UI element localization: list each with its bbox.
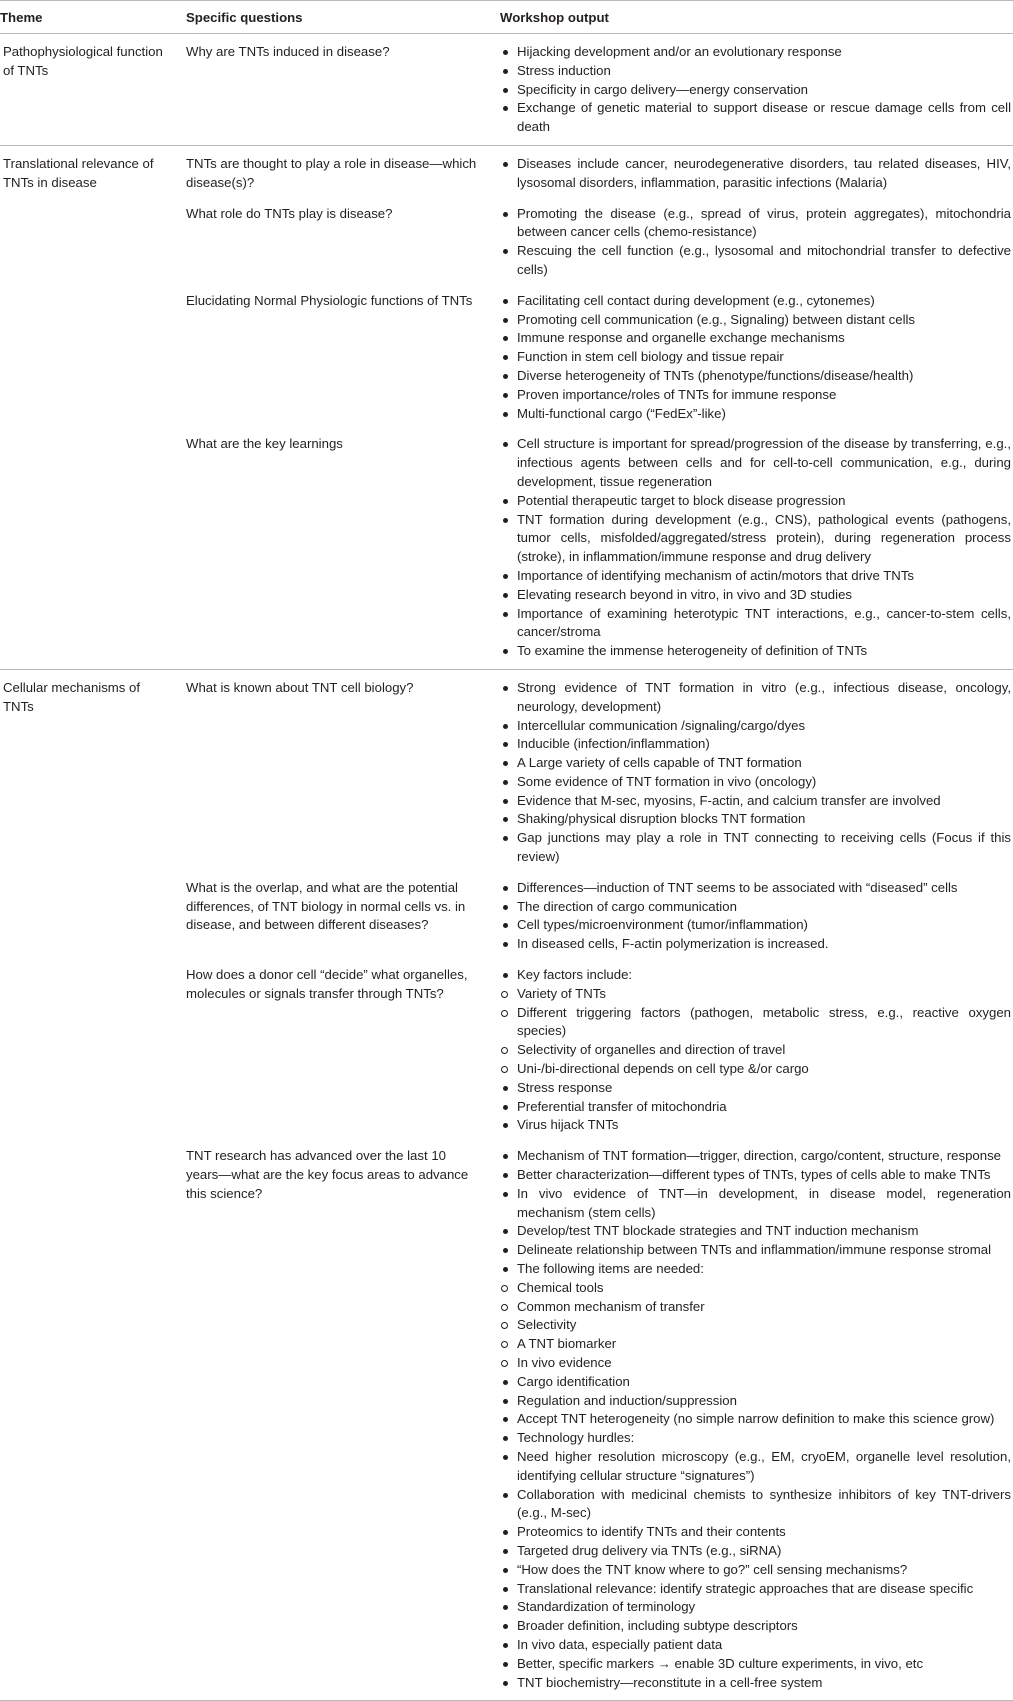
output-bullet-item [500,99,1011,137]
output-sub-item: In vivo evidence [500,1354,1011,1373]
output-bullet-text: Key factors include: [517,967,633,983]
output-bullet-text: Gap junctions may play a role in TNT connecting to receiving cells (Focus if this review) [517,830,1011,865]
output-bullet-text: Differences—induction of TNT seems to be associated with “diseased” cells [517,879,958,895]
output-bullet-text: Elevating research beyond in vitro, in vivo and 3D studies [517,586,852,602]
output-sub-item: Common mechanism of transfer [500,1298,1011,1317]
output-bullet-text: Strong evidence of TNT formation in vitro (e.g., infectious disease, oncology, neurology, development) [517,679,1011,714]
output-bullet-item [500,311,1011,330]
question-cell: Why are TNTs induced in disease? [186,44,390,59]
question-cell: How does a donor cell “decide” what organelles, molecules or signals transfer through TNTs? [186,967,468,1001]
output-sub-item: Selectivity of organelles and direction of travel [500,1041,1011,1060]
question-cell: TNT research has advanced over the last 10 years—what are the key focus areas to advance this science? [186,1148,469,1201]
output-bullet-item [500,242,1011,280]
output-bullet-text: Stress induction [517,62,611,78]
output-bullet-text: In diseased cells, F-actin polymerization is increased. [517,936,829,952]
output-bullet-list [500,292,1011,424]
output-bullet-text: Stress response [517,1079,613,1095]
output-bullet-text: Mechanism of TNT formation—trigger, direction, cargo/content, structure, response [517,1148,1002,1164]
output-cell [500,435,1013,661]
output-bullet-item [500,62,1011,81]
output-bullet-item [500,435,1011,491]
output-bullet-item [500,81,1011,100]
output-bullet-text: Diverse heterogeneity of TNTs (phenotype/functions/disease/health) [517,367,914,383]
output-bullet-item [500,810,1011,829]
output-bullet-text: Translational relevance: identify strategic approaches that are disease specific [517,1580,974,1596]
output-bullet-item [500,1373,1011,1392]
output-bullet-item [500,792,1011,811]
output-bullet-item [500,1486,1011,1524]
theme-cell: Pathophysiological function of TNTs [3,44,163,78]
output-bullet-item [500,586,1011,605]
output-bullet-item [500,1392,1011,1411]
output-sub-list [500,1279,1011,1373]
output-bullet-item [500,1655,1011,1674]
output-bullet-list [500,679,1011,867]
output-bullet-item [500,567,1011,586]
output-bullet-list [500,435,1011,661]
output-bullet-item [500,1260,1011,1279]
output-bullet-text: Importance of identifying mechanism of actin/motors that drive TNTs [517,567,915,583]
output-bullet-item [500,405,1011,424]
output-bullet-text: Intercellular communication /signaling/cargo/dyes [517,717,806,733]
output-bullet-text: Promoting the disease (e.g., spread of virus, protein aggregates), mitochondria between cancer cells (chemo-resistance) [517,205,1011,240]
output-bullet-text: In vivo evidence of TNT—in development, in disease model, regeneration mechanism (stem cells) [517,1185,1011,1220]
output-bullet-text: Virus hijack TNTs [517,1117,619,1133]
output-bullet-item [500,511,1011,567]
output-bullet-item [500,1617,1011,1636]
output-bullet-text: Promoting cell communication (e.g., Signaling) between distant cells [517,311,916,327]
output-bullet-text: Better characterization—different types of TNTs, types of cells able to make TNTs [517,1167,991,1183]
output-bullet-text: Technology hurdles: [517,1430,635,1446]
output-bullet-item [500,605,1011,643]
output-bullet-text: Better, specific markers → enable 3D culture experiments, in vivo, etc [517,1655,924,1671]
output-bullet-list [500,205,1011,280]
output-sub-item: Chemical tools [500,1279,1011,1298]
output-bullet-text: Cargo identification [517,1373,630,1389]
output-bullet-text: Potential therapeutic target to block disease progression [517,492,846,508]
output-bullet-text: Standardization of terminology [517,1599,696,1615]
table-row-group [0,670,1013,1701]
table-row [186,879,1013,954]
table-row-group [0,34,1013,146]
output-bullet-item [500,292,1011,311]
output-bullet-item [500,1185,1011,1223]
output-bullet-text: Targeted drug delivery via TNTs (e.g., siRNA) [517,1542,782,1558]
output-bullet-text: Regulation and induction/suppression [517,1392,737,1408]
table-body [0,34,1013,1701]
output-bullet-text: The direction of cargo communication [517,898,737,914]
output-bullet-item [500,916,1011,935]
output-bullet-item [500,1410,1011,1429]
output-bullet-item [500,1448,1011,1486]
output-cell [500,966,1013,1135]
table-header-row [0,0,1013,34]
output-bullet-item [500,754,1011,773]
output-cell [500,205,1013,280]
output-sub-item: A TNT biomarker [500,1335,1011,1354]
output-bullet-item [500,1166,1011,1185]
output-bullet-text: Proven importance/roles of TNTs for immune response [517,386,837,402]
output-bullet-text: Multi-functional cargo (“FedEx”-like) [517,405,726,421]
sub-list-container [500,1279,1011,1373]
output-cell [500,155,1013,193]
output-bullet-text: Develop/test TNT blockade strategies and TNT induction mechanism [517,1223,919,1239]
table-row [186,966,1013,1135]
output-bullet-text: TNT biochemistry—reconstitute in a cell-free system [517,1674,823,1690]
output-bullet-item [500,1542,1011,1561]
header-workshop-output: Workshop output [500,10,609,25]
output-bullet-item [500,1598,1011,1617]
output-bullet-item [500,1561,1011,1580]
question-cell: What is known about TNT cell biology? [186,679,414,695]
table-row [186,43,1013,137]
output-bullet-text: Specificity in cargo delivery—energy conservation [517,81,808,97]
output-cell [500,879,1013,954]
output-bullet-item [500,735,1011,754]
output-bullet-text: Inducible (infection/inflammation) [517,736,710,752]
output-bullet-text: Facilitating cell contact during development (e.g., cytonemes) [517,292,875,308]
question-cell: TNTs are thought to play a role in disease—which disease(s)? [186,155,477,190]
header-theme: Theme [0,10,43,25]
output-bullet-list [500,43,1011,137]
output-bullet-text: Shaking/physical disruption blocks TNT formation [517,811,806,827]
table-row [186,292,1013,424]
output-bullet-text: To examine the immense heterogeneity of definition of TNTs [517,643,868,659]
question-cell: What are the key learnings [186,436,343,452]
output-bullet-item [500,1636,1011,1655]
output-bullet-item [500,1116,1011,1135]
output-bullet-item [500,43,1011,62]
output-bullet-text: Cell structure is important for spread/progression of the disease by transferring, e.g., infectious agents between cells and for cell-to-cell communication, e.g., during development, tissue regeneration [517,436,1011,489]
output-bullet-text: In vivo data, especially patient data [517,1636,723,1652]
output-bullet-item [500,773,1011,792]
theme-cell: Translational relevance of TNTs in disease [3,155,154,190]
table-row [186,679,1013,867]
output-bullet-text: Preferential transfer of mitochondria [517,1098,727,1114]
output-sub-item: Uni-/bi-directional depends on cell type &/or cargo [500,1060,1011,1079]
output-bullet-item [500,1674,1011,1693]
output-bullet-item [500,898,1011,917]
output-bullet-item [500,879,1011,898]
table-row-group [0,146,1013,670]
output-bullet-text: Hijacking development and/or an evolutionary response [517,44,842,59]
question-cell: Elucidating Normal Physiologic functions of TNTs [186,292,473,308]
output-bullet-text: Collaboration with medicinal chemists to synthesize inhibitors of key TNT-drivers (e.g., M-sec) [517,1486,1011,1521]
output-bullet-text: Importance of examining heterotypic TNT interactions, e.g., cancer-to-stem cells, cancer/stroma [517,605,1011,640]
output-bullet-text: TNT formation during development (e.g., CNS), pathological events (pathogens, tumor cells, misfolded/aggregated/stress protein), during regeneration process (stroke), in inflammation/immune response and drug delivery [517,511,1011,565]
output-bullet-item [500,1429,1011,1448]
output-bullet-item [500,367,1011,386]
table-row [186,205,1013,280]
output-bullet-item [500,1098,1011,1117]
output-bullet-text: Cell types/microenvironment (tumor/inflammation) [517,917,808,933]
output-bullet-item [500,1580,1011,1599]
output-cell [500,679,1013,867]
output-bullet-text: Delineate relationship between TNTs and inflammation/immune response stromal [517,1242,992,1258]
output-bullet-item [500,1222,1011,1241]
output-bullet-text: Function in stem cell biology and tissue repair [517,349,784,365]
table-row [186,435,1013,661]
output-bullet-item [500,642,1011,661]
output-bullet-text: Need higher resolution microscopy (e.g., EM, cryoEM, organelle level resolution, identifying cellular structure “signatures”) [517,1448,1011,1483]
output-bullet-item [500,386,1011,405]
output-bullet-item [500,935,1011,954]
output-bullet-text: Rescuing the cell function (e.g., lysosomal and mitochondrial transfer to defective cells) [517,243,1011,277]
output-bullet-text: “How does the TNT know where to go?” cell sensing mechanisms? [517,1561,908,1577]
output-sub-item: Selectivity [500,1316,1011,1335]
header-specific-questions: Specific questions [186,10,303,25]
theme-subrows [186,679,1013,1692]
theme-subrows [186,155,1013,661]
output-bullet-item [500,1079,1011,1098]
output-bullet-item [500,1147,1011,1166]
output-bullet-list [500,155,1011,193]
output-bullet-item [500,717,1011,736]
sub-list-container [500,985,1011,1079]
output-bullet-item [500,679,1011,717]
output-cell [500,1147,1013,1692]
output-bullet-text: Evidence that M-sec, myosins, F-actin, and calcium transfer are involved [517,792,941,808]
output-sub-item: Different triggering factors (pathogen, metabolic stress, e.g., reactive oxygen species) [500,1004,1011,1042]
output-bullet-text: Broader definition, including subtype descriptors [517,1618,798,1634]
output-bullet-text: Some evidence of TNT formation in vivo (oncology) [517,773,817,789]
output-bullet-text: A Large variety of cells capable of TNT formation [517,755,802,771]
output-bullet-list [500,966,1011,1135]
output-bullet-item [500,1523,1011,1542]
output-sub-item: Variety of TNTs [500,985,1011,1004]
output-bullet-text: Immune response and organelle exchange mechanisms [517,330,845,346]
output-cell [500,292,1013,424]
output-bullet-list [500,1147,1011,1692]
output-cell [500,43,1013,137]
output-bullet-list [500,879,1011,954]
output-bullet-item [500,1241,1011,1260]
output-bullet-item [500,205,1011,243]
output-bullet-item [500,492,1011,511]
output-bullet-text: The following items are needed: [517,1261,704,1277]
theme-subrows [186,43,1013,137]
output-bullet-text: Diseases include cancer, neurodegenerative disorders, tau related diseases, HIV, lysosomal disorders, inflammation, parasitic infections (Malaria) [517,155,1011,190]
output-bullet-item [500,155,1011,193]
output-bullet-item [500,329,1011,348]
output-sub-list [500,985,1011,1079]
question-cell: What is the overlap, and what are the potential differences, of TNT biology in normal cells vs. in disease, and between different diseases? [186,879,466,933]
question-cell: What role do TNTs play is disease? [186,205,393,221]
output-bullet-text: Exchange of genetic material to support disease or rescue damage cells from cell death [517,100,1011,135]
output-bullet-item [500,829,1011,867]
table-row [186,155,1013,193]
output-bullet-item [500,966,1011,985]
output-bullet-text: Proteomics to identify TNTs and their contents [517,1524,786,1540]
table-row [186,1147,1013,1692]
output-bullet-item [500,348,1011,367]
theme-cell: Cellular mechanisms of TNTs [3,679,141,714]
output-bullet-text: Accept TNT heterogeneity (no simple narrow definition to make this science grow) [517,1411,995,1427]
